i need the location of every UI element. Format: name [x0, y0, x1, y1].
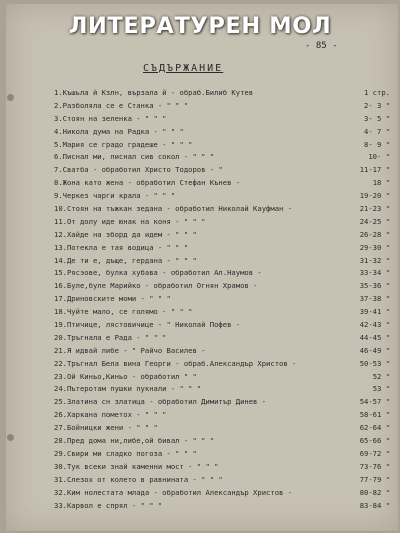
toc-entry [54, 280, 390, 293]
toc-entry-title: 10.Стоян на тъжкан зедана - обработил Николай Кауфман - [54, 204, 292, 214]
toc-entry-title: 6.Писнал ми, писнал сив сокол - " " " [54, 152, 215, 162]
toc-entry-title: 19.Птичице, лястовичице - " Николай Пофев - [54, 320, 241, 330]
toc-entry-pages: 8- 9 " [364, 139, 390, 149]
toc-entry-title: 28.Пред дома ни,либе,ой бивал - " " " [54, 436, 215, 446]
toc-entry [54, 164, 390, 177]
toc-entry [54, 216, 390, 229]
toc-entry [54, 409, 390, 422]
toc-entry-title: 4.Никола дума на Радка - " " " [54, 126, 184, 136]
toc-entry [54, 151, 390, 164]
toc-entry-pages: 4- 7 " [364, 126, 390, 136]
toc-entry-pages: 50-53 " [359, 358, 390, 368]
toc-entry-title: 7.Сватба - обработил Христо Тодоров - " [54, 165, 223, 175]
watermark-banner: ЛИТЕРАТУРЕН МОЛ [68, 13, 332, 39]
toc-entry [54, 422, 390, 435]
toc-entry [54, 177, 390, 190]
toc-entry-pages: 19-20 " [359, 191, 390, 201]
toc-entry-pages: 10- " [368, 152, 390, 162]
toc-entry-title: 23.Ой Киньо,Киньо - обработил " " [54, 371, 197, 381]
toc-entry-pages: 80-82 " [359, 487, 390, 497]
toc-entry-pages: 2- 3 " [364, 100, 390, 110]
toc-entry-title: 16.Буле,буле Марийко - обработил Огнян Храмов - [54, 281, 258, 291]
toc-entry-pages: 31-32 " [359, 255, 390, 265]
toc-entry-pages: 3- 5 " [364, 113, 390, 123]
toc-entry-pages: 18 " [372, 178, 390, 188]
toc-entry-pages: 73-76 " [359, 461, 390, 471]
toc-entry-pages: 39-41 " [359, 307, 390, 317]
page-number: - 85 - [305, 41, 338, 51]
toc-entry-title: 29.Свири ми сладко погоза - " " " [54, 448, 197, 458]
toc-entry [54, 332, 390, 345]
toc-entry-pages: 53 " [372, 384, 390, 394]
toc-entry-title: 25.Златина сн златица - обработил Димитър Динев - [54, 397, 267, 407]
binding-hole [7, 434, 14, 441]
toc-entry [54, 500, 390, 513]
toc-entry-title: 11.От долу иде юнак на коня - " " " [54, 216, 206, 226]
toc-entry-title: 15.Рясэове, булка хубава - обработил Ал.Наумов - [54, 268, 262, 278]
toc-entry [54, 306, 390, 319]
toc-entry-pages: 1 стр. [364, 88, 390, 97]
toc-entry [54, 139, 390, 152]
toc-entry [54, 396, 390, 409]
toc-entry-title: 32.Ким нолестата млада - обработил Александър Христов - [54, 487, 292, 497]
table-of-contents [54, 87, 390, 512]
toc-entry-title: 24.Пътеротам пушки пукнали - " " " [54, 384, 202, 394]
toc-entry-title: 1.Къшьла й Кзлн, вързала й - обраб.Билиб Кутев [54, 88, 254, 97]
toc-entry [54, 319, 390, 332]
toc-entry-pages: 52 " [372, 371, 390, 381]
toc-entry-pages: 69-72 " [359, 448, 390, 458]
toc-entry-title: 18.Чуйте мало, се голямо - " " " [54, 307, 193, 317]
toc-entry-title: 20.Тръгнала е Рада - " " " [54, 332, 167, 342]
toc-entry-title: 14.Де ти е, дъще, гердана - " " " [54, 255, 197, 265]
toc-entry [54, 113, 390, 126]
toc-entry-title: 5.Мария се градо градеше - " " " [54, 139, 193, 149]
toc-entry-title: 17.Дриновските моми - " " " [54, 294, 171, 304]
toc-entry-title: 31.Слезох от колето в равнината - " " " [54, 474, 223, 484]
toc-entry-pages: 54-57 " [359, 397, 390, 407]
toc-entry [54, 383, 390, 396]
toc-entry-title: 2.Разболяла се е Станка - " " " [54, 100, 189, 110]
toc-entry-pages: 29-30 " [359, 242, 390, 252]
toc-entry-pages: 62-64 " [359, 423, 390, 433]
toc-entry [54, 293, 390, 306]
toc-entry [54, 100, 390, 113]
toc-entry [54, 371, 390, 384]
toc-entry-pages: 65-66 " [359, 436, 390, 446]
toc-entry-title: 9.Черкез чарги крала - " " " [54, 191, 176, 201]
toc-entry-title: 22.Тръгнал Бела вина Георги - обраб.Александър Христов - [54, 358, 297, 368]
toc-entry [54, 242, 390, 255]
toc-entry [54, 461, 390, 474]
toc-entry-pages: 46-49 " [359, 345, 390, 355]
toc-entry-pages: 35-36 " [359, 281, 390, 291]
binding-hole [7, 94, 14, 101]
toc-entry-pages: 77-79 " [359, 474, 390, 484]
toc-entry [54, 87, 390, 100]
toc-entry [54, 203, 390, 216]
toc-entry [54, 255, 390, 268]
toc-entry-pages: 24-25 " [359, 216, 390, 226]
toc-entry-pages: 21-23 " [359, 204, 390, 214]
toc-entry-title: 12.Хайде на зборд да идем - " " " [54, 229, 197, 239]
toc-entry-title: 8.Жона като жена - обработил Стефан Кънев - [54, 178, 241, 188]
toc-entry-pages: 11-17 " [359, 165, 390, 175]
toc-entry-pages: 37-38 " [359, 294, 390, 304]
toc-entry-title: 21.Я идвай либе - " Райчо Василев - [54, 345, 206, 355]
toc-entry-pages: 33-34 " [359, 268, 390, 278]
toc-entry-pages: 83-84 " [359, 500, 390, 510]
toc-entry [54, 487, 390, 500]
toc-entry-title: 30.Тук всеки знай каменни мост - " " " [54, 461, 219, 471]
toc-entry-pages: 26-28 " [359, 229, 390, 239]
toc-entry-title: 26.Харкана пометох - " " " [54, 410, 167, 420]
toc-entry-pages: 58-61 " [359, 410, 390, 420]
toc-entry [54, 229, 390, 242]
toc-entry [54, 267, 390, 280]
toc-entry [54, 474, 390, 487]
toc-entry [54, 190, 390, 203]
toc-entry [54, 358, 390, 371]
toc-entry-title: 13.Потекла е тая водица - " " " [54, 242, 189, 252]
toc-entry-pages: 44-45 " [359, 332, 390, 342]
toc-entry-title: 33.Карвол е спрял - " " " [54, 500, 163, 510]
toc-entry-title: 27.Бойницки жени - " " " [54, 423, 158, 433]
toc-entry-title: 3.Стоян на зеленка - " " " [54, 113, 167, 123]
toc-entry-pages: 42-43 " [359, 320, 390, 330]
page-title: СЪДЪРЖАНИЕ [143, 63, 224, 74]
toc-entry [54, 126, 390, 139]
toc-entry [54, 435, 390, 448]
toc-entry [54, 448, 390, 461]
toc-entry [54, 345, 390, 358]
